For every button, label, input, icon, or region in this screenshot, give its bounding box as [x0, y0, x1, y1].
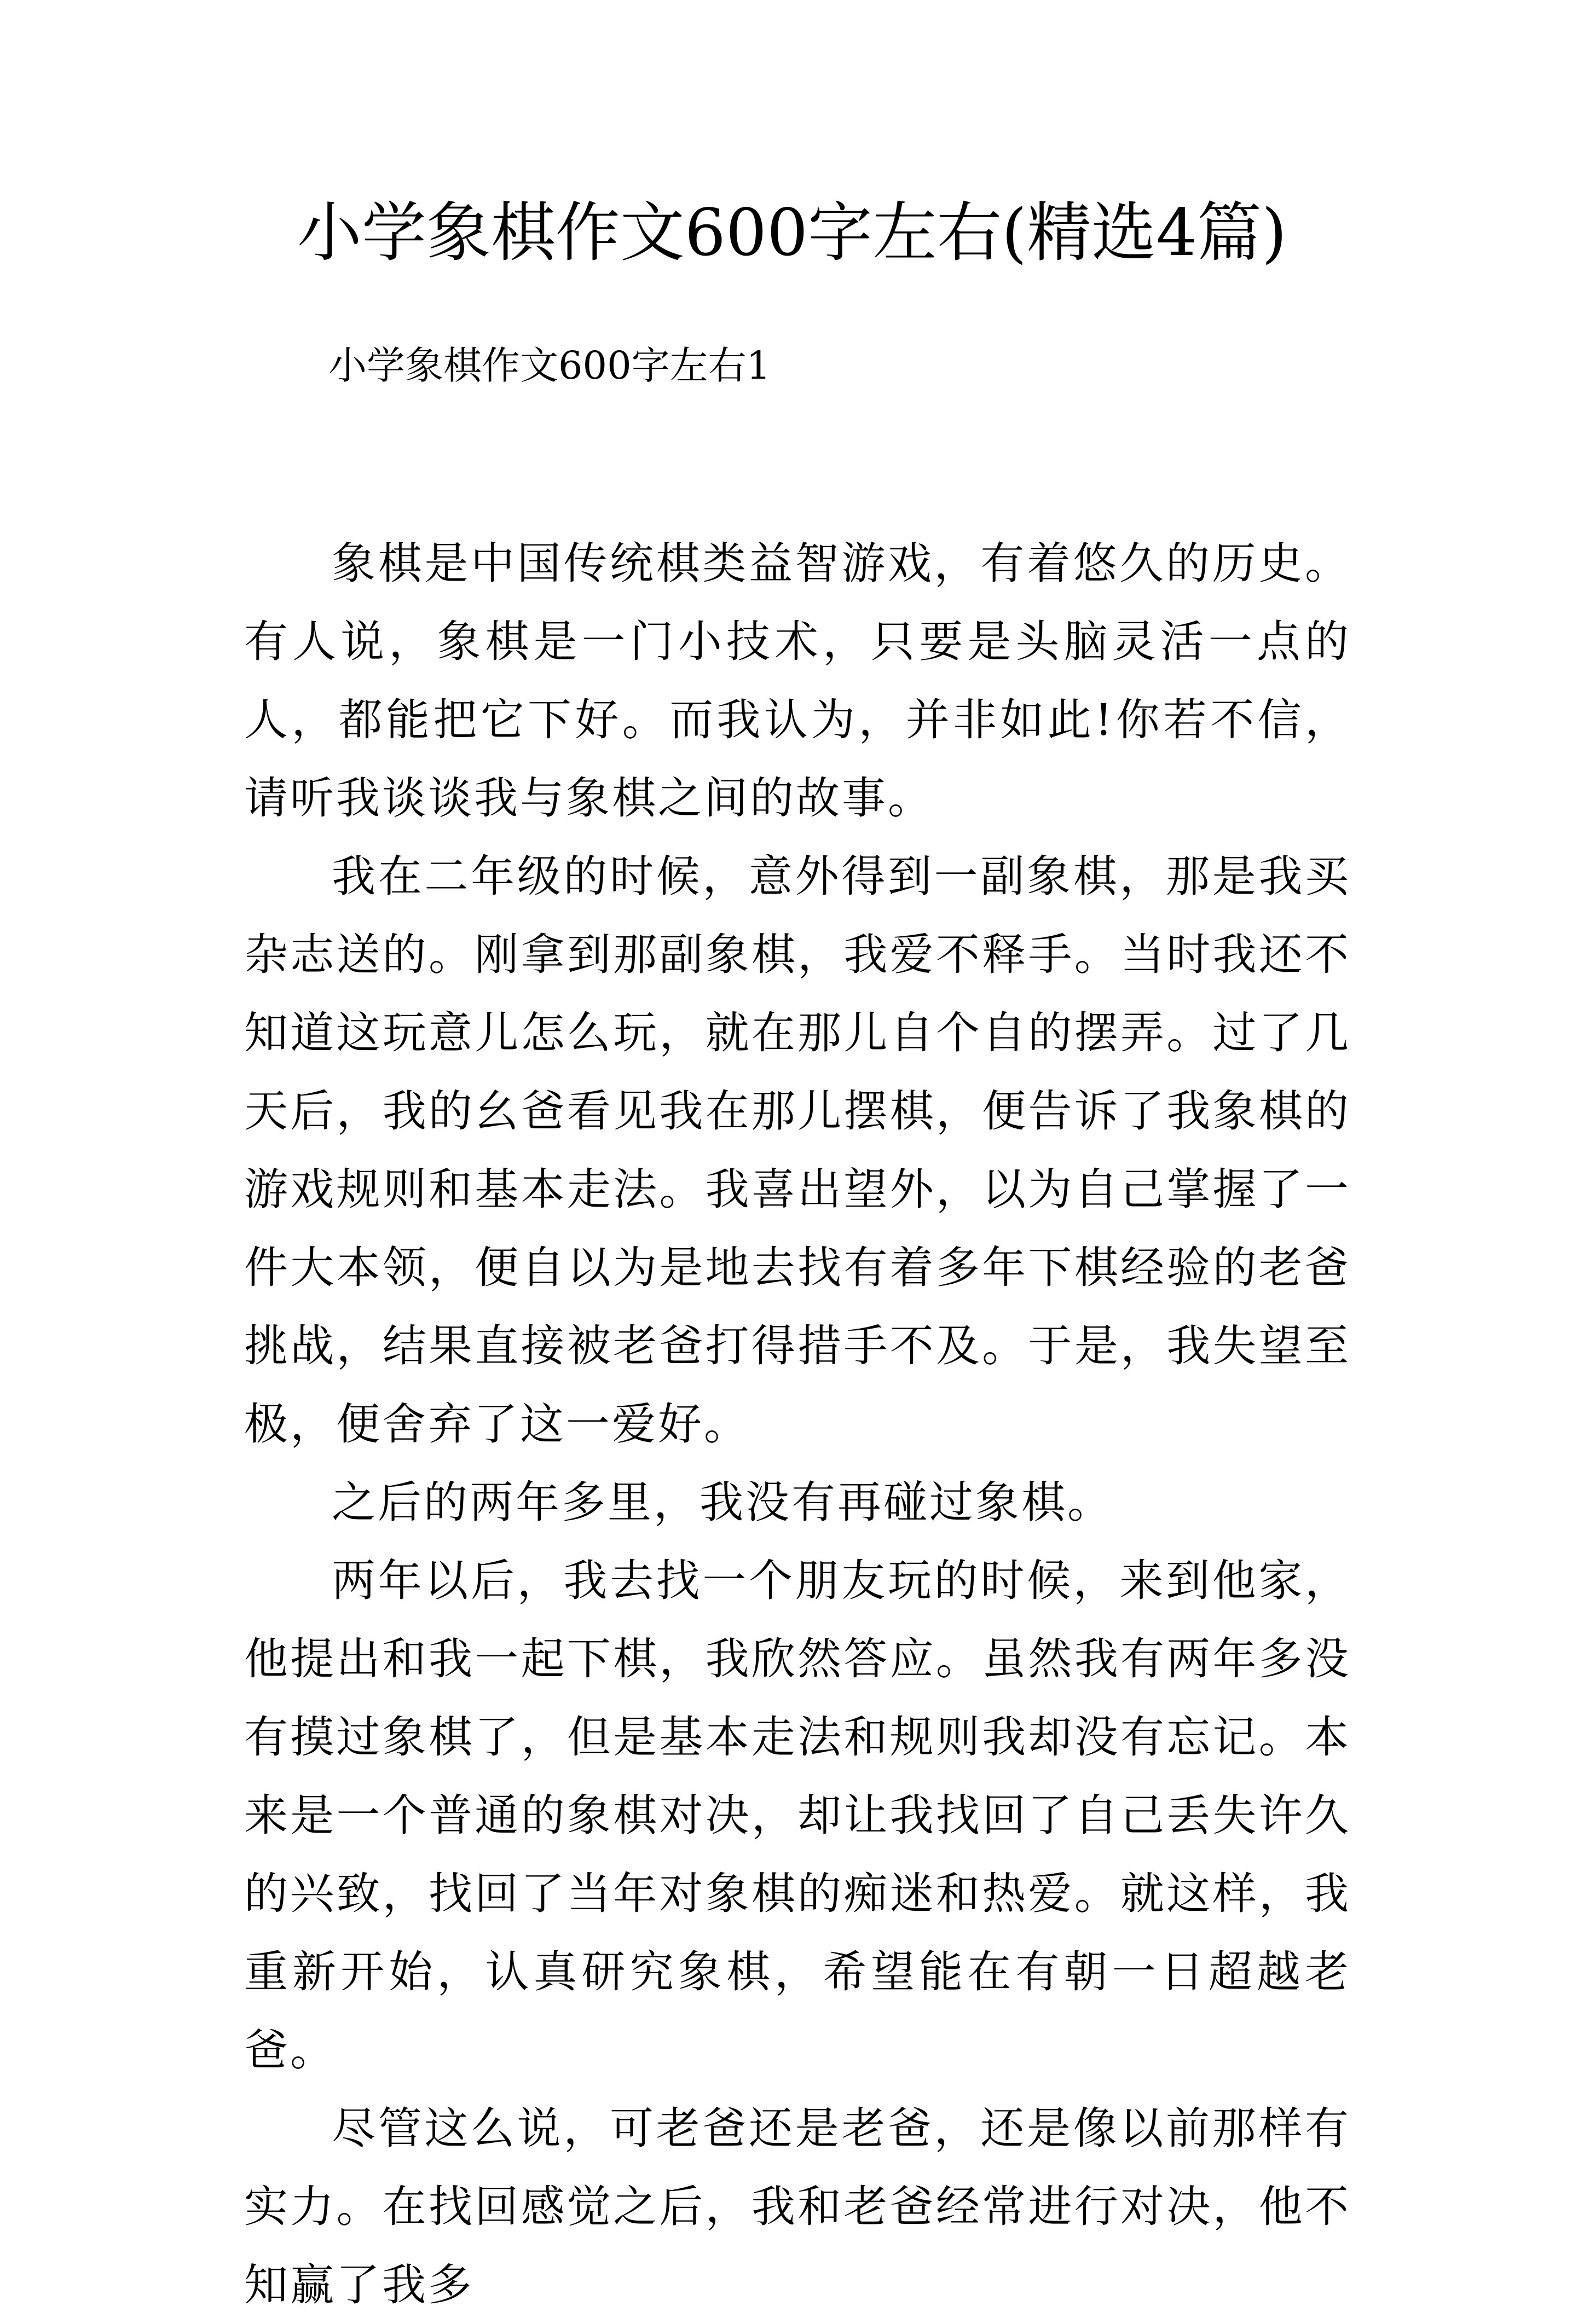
document-body — [244, 524, 1351, 2324]
paragraph: 象棋是中国传统棋类益智游戏，有着悠久的历史。有人说，象棋是一门小技术，只要是头脑灵活一点的人，都能把它下好。而我认为，并非如此!你若不信，请听我谈谈我与象棋之间的故事。 — [244, 538, 1351, 824]
paragraph: 之后的两年多里，我没有再碰过象棋。 — [332, 1477, 1113, 1528]
paragraph: 我在二年级的时候，意外得到一副象棋，那是我买杂志送的。刚拿到那副象棋，我爱不释手。当时我还不知道这玩意儿怎么玩，就在那儿自个自的摆弄。过了几天后，我的幺爸看见我在那儿摆棋，便告诉了我象棋的游戏规则和基本走法。我喜出望外，以为自己掌握了一件大本领，便自以为是地去找有着多年下棋经验的老爸挑战，结果直接被老爸打得措手不及。于是，我失望至极，便舍弃了这一爱好。 — [244, 851, 1351, 1450]
paragraph: 两年以后，我去找一个朋友玩的时候，来到他家，他提出和我一起下棋，我欣然答应。虽然我有两年多没有摸过象棋了，但是基本走法和规则我却没有忘记。本来是一个普通的象棋对决，却让我找回了自己丢失许久的兴致，找回了当年对象棋的痴迷和热爱。就这样，我重新开始，认真研究象棋，希望能在有朝一日超越老爸。 — [244, 1555, 1351, 2076]
section-heading: 小学象棋作文600字左右1 — [328, 343, 771, 388]
paragraph: 尽管这么说，可老爸还是老爸，还是像以前那样有实力。在找回感觉之后，我和老爸经常进行对决，他不知赢了我多 — [244, 2103, 1351, 2310]
document-title: 小学象棋作文600字左右(精选4篇) — [297, 195, 1287, 270]
